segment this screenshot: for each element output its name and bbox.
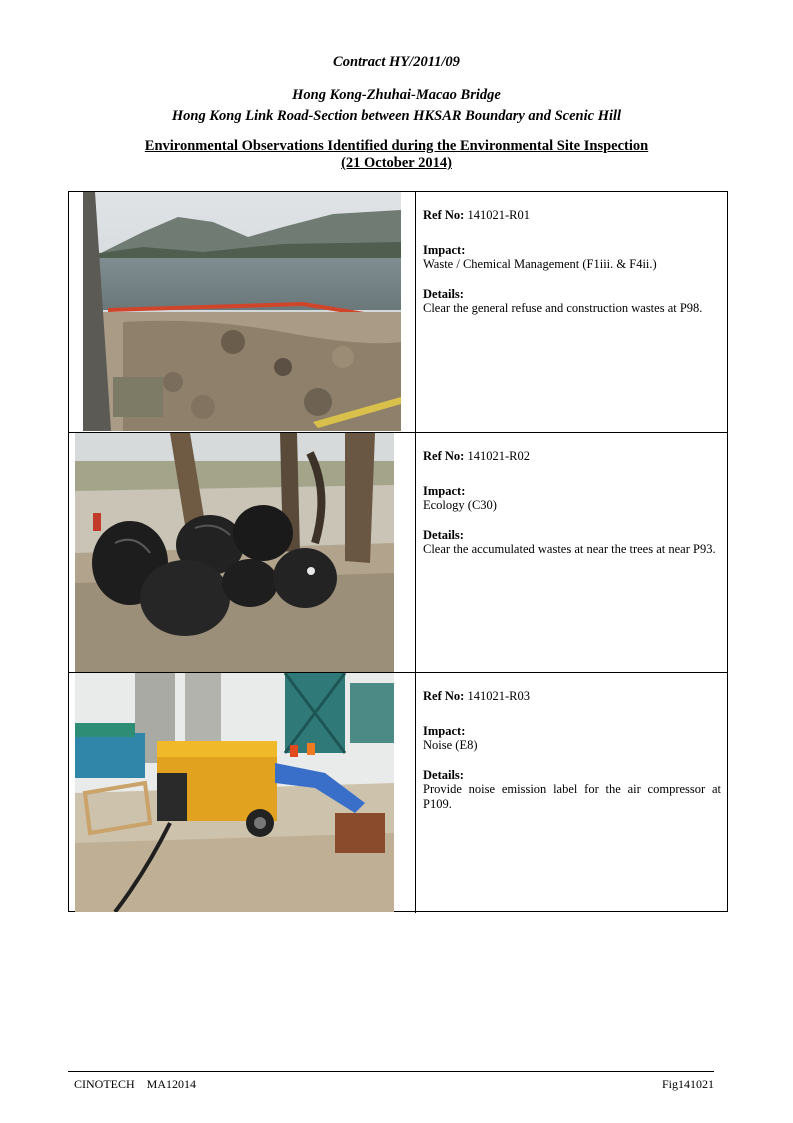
details-label: Details: [423,767,464,782]
project-name: Hong Kong-Zhuhai-Macao Bridge [292,87,501,103]
details-label: Details: [423,286,464,301]
site-photo-p109 [75,673,394,912]
observation-text [423,689,721,811]
ref-label: Ref No: [423,689,465,703]
impact-label: Impact: [423,723,466,738]
impact-value: Noise (E8) [423,738,478,752]
details-value: Provide noise emission label for the air compressor at P109. [423,782,721,811]
ref-label: Ref No: [423,449,465,463]
site-photo-p98 [83,192,401,431]
observation-table [68,191,728,912]
impact-value: Ecology (C30) [423,498,497,512]
footer-rule [68,1071,714,1072]
impact-value: Waste / Chemical Management (F1iii. & F4ii.) [423,257,657,271]
ref-label: Ref No: [423,208,465,222]
impact-label: Impact: [423,483,466,498]
page-title-date: (21 October 2014) [341,155,452,171]
project-section: Hong Kong Link Road-Section between HKSAR Boundary and Scenic Hill [171,108,622,124]
details-value: Clear the general refuse and construction wastes at P98. [423,301,703,315]
ref-number: 141021-R01 [467,208,530,222]
contract-number: Contract HY/2011/09 [333,54,460,70]
footer-figure-number: Fig141021 [661,1077,714,1091]
page-title: Environmental Observations Identified during the Environmental Site Inspection [144,138,649,154]
details-value: Clear the accumulated wastes at near the trees at near P93. [423,542,716,556]
ref-number: 141021-R03 [467,689,530,703]
observation-row [69,672,727,913]
observation-text [423,208,721,316]
site-photo-p93 [75,433,394,672]
impact-label: Impact: [423,242,466,257]
observation-row [69,432,727,673]
footer-left: CINOTECH MA12014 [74,1077,196,1091]
ref-number: 141021-R02 [467,449,530,463]
details-label: Details: [423,527,464,542]
observation-row [69,192,727,432]
observation-text [423,449,721,557]
